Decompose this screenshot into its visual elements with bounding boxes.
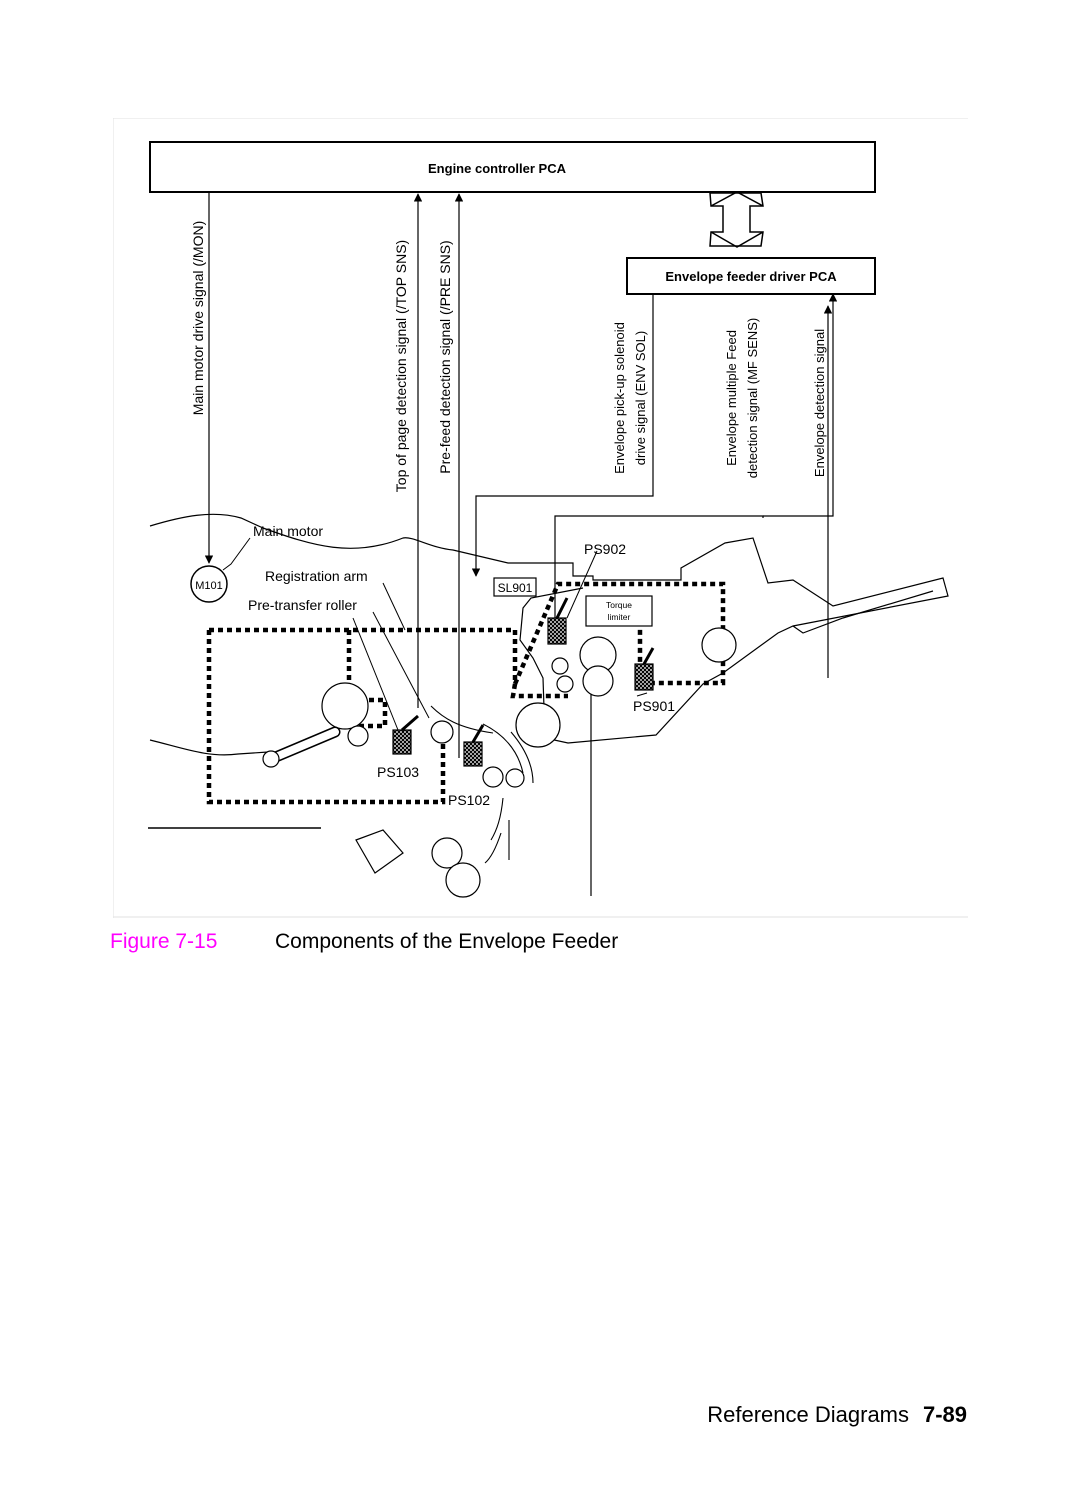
main-motor-m101 [191, 566, 227, 602]
pickup-roller [263, 732, 335, 767]
envelope-feeder-figure [113, 118, 968, 918]
footer-section-title: Reference Diagrams [707, 1402, 909, 1427]
figure-number: Figure 7-15 [110, 930, 218, 953]
signal-label-mon: Main motor drive signal (/MON) [190, 220, 206, 416]
ps902-sensor [548, 618, 566, 644]
torque-label-2: limiter [607, 612, 631, 622]
svg-text:SL901: SL901 [497, 581, 533, 595]
engine-controller-box [150, 142, 875, 192]
signal-label-top-sns: Top of page detection signal (/TOP SNS) [393, 239, 409, 493]
signal-label-env-detect: Envelope detection signal [812, 328, 827, 478]
label-main-motor: Main motor [253, 523, 324, 539]
footer-page-number: 7-89 [923, 1402, 968, 1427]
signal-label-env-sol-1: Envelope pick-up solenoid [612, 322, 627, 474]
signal-label-mf-sens-2: detection signal (MF SENS) [745, 317, 760, 479]
signal-label-env-sol-2: drive signal (ENV SOL) [633, 330, 648, 466]
torque-label-1: Torque [606, 600, 632, 610]
label-pre-transfer-roller: Pre-transfer roller [248, 597, 357, 613]
ps102-sensor [464, 742, 482, 766]
label-ps902: PS902 [584, 541, 627, 557]
label-registration-arm: Registration arm [265, 568, 368, 584]
ps103-sensor [393, 730, 411, 754]
sl901-solenoid [494, 578, 536, 596]
svg-text:Engine controller PCA: Engine controller PCA [428, 161, 566, 176]
label-ps102: PS102 [448, 792, 491, 808]
signal-label-pre-sns: Pre-feed detection signal (/PRE SNS) [437, 240, 453, 474]
svg-text:Envelope feeder driver PCA: Envelope feeder driver PCA [665, 269, 837, 284]
envelope-driver-box [627, 258, 875, 294]
pre-transfer-roller [322, 683, 368, 729]
figure-title: Components of the Envelope Feeder [275, 930, 619, 953]
label-ps901: PS901 [633, 698, 676, 714]
ps901-sensor [635, 664, 653, 690]
label-ps103: PS103 [377, 764, 420, 780]
svg-text:M101: M101 [195, 580, 223, 592]
signal-label-mf-sens-1: Envelope multiple Feed [724, 330, 739, 466]
